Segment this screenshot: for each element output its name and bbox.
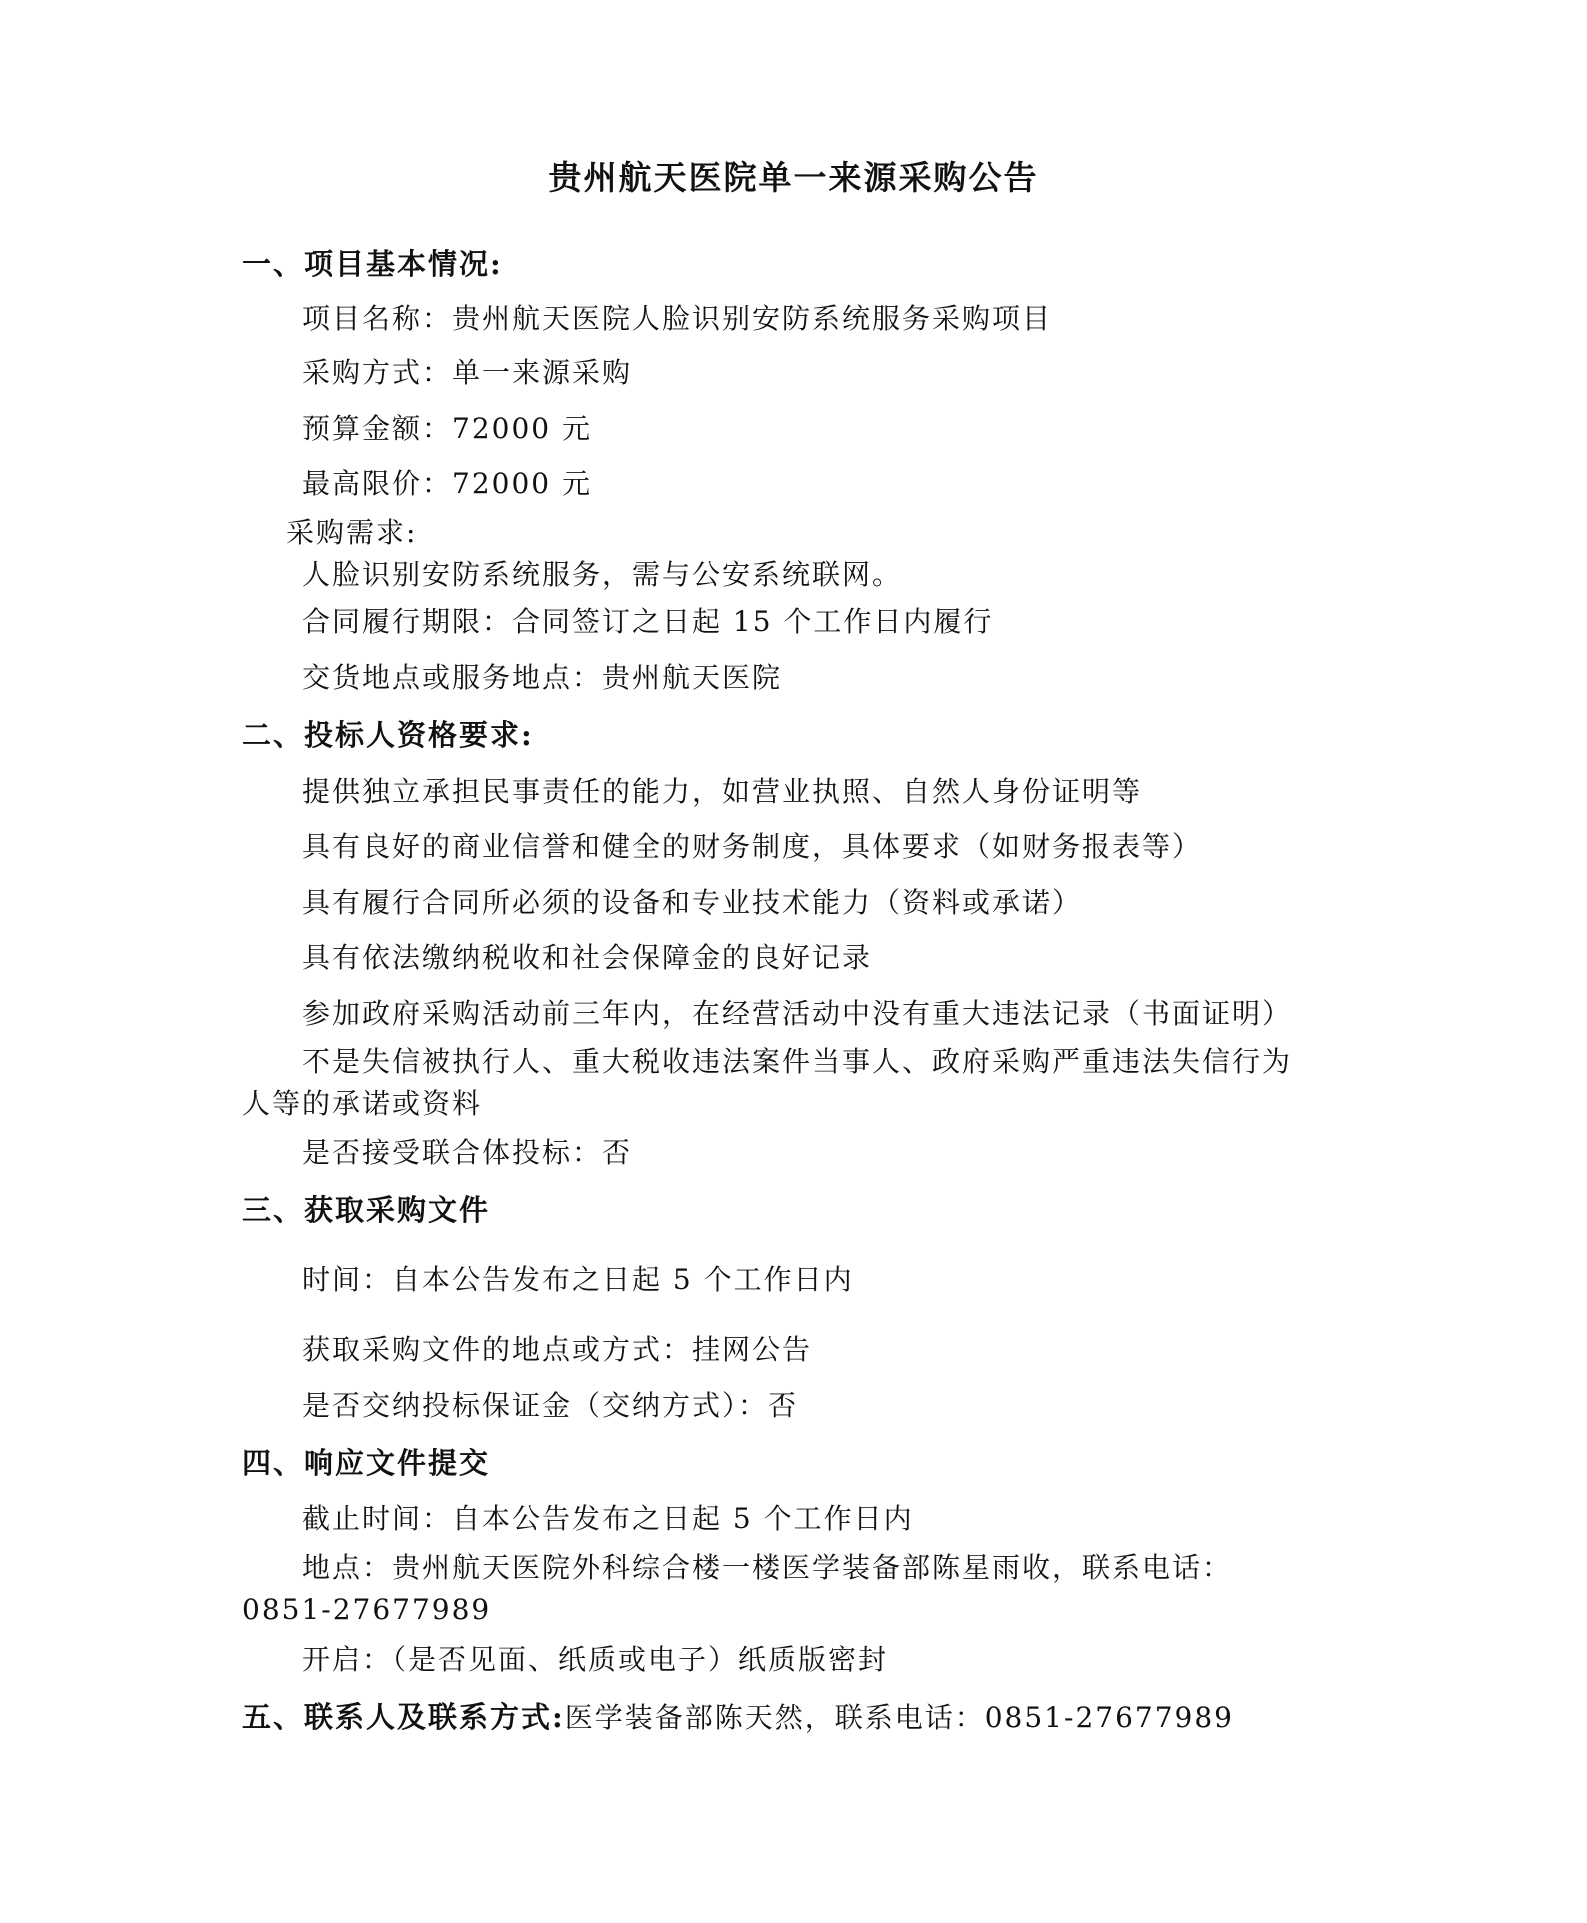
submission-phone: 0851-27677989 <box>242 1593 492 1626</box>
requirements-label: 采购需求: <box>286 516 418 549</box>
consortium-bid: 是否接受联合体投标：否 <box>302 1136 633 1169</box>
document-title: 贵州航天医院单一来源采购公告 <box>548 158 1039 197</box>
bid-deposit: 是否交纳投标保证金（交纳方式）：否 <box>302 1389 799 1422</box>
submission-deadline: 截止时间：自本公告发布之日起 5 个工作日内 <box>302 1502 914 1535</box>
delivery-location: 交货地点或服务地点：贵州航天医院 <box>302 661 783 694</box>
contract-period: 合同履行期限：合同签订之日起 15 个工作日内履行 <box>302 605 994 638</box>
budget-amount: 预算金额：72000 元 <box>302 412 592 445</box>
opening-method: 开启：（是否见面、纸质或电子）纸质版密封 <box>302 1643 889 1676</box>
qualification-item: 不是失信被执行人、重大税收违法案件当事人、政府采购严重违法失信行为 <box>302 1045 1293 1078</box>
qualification-item: 提供独立承担民事责任的能力，如营业执照、自然人身份证明等 <box>302 775 1143 808</box>
qualification-item: 具有履行合同所必须的设备和专业技术能力（资料或承诺） <box>302 886 1083 919</box>
section-5-line <box>242 1697 1234 1738</box>
document-time: 时间：自本公告发布之日起 5 个工作日内 <box>302 1263 854 1296</box>
max-price: 最高限价：72000 元 <box>302 467 592 500</box>
qualification-item-continued: 人等的承诺或资料 <box>242 1087 483 1120</box>
document-place: 获取采购文件的地点或方式：挂网公告 <box>302 1333 813 1366</box>
qualification-item: 参加政府采购活动前三年内，在经营活动中没有重大违法记录（书面证明） <box>302 997 1293 1030</box>
qualification-item: 具有依法缴纳税收和社会保障金的良好记录 <box>302 941 873 974</box>
procurement-method: 采购方式：单一来源采购 <box>302 356 633 389</box>
section-4-heading: 四、响应文件提交 <box>242 1446 491 1480</box>
project-name: 项目名称：贵州航天医院人脸识别安防系统服务采购项目 <box>302 302 1053 335</box>
section-2-heading: 二、投标人资格要求: <box>242 718 534 752</box>
section-1-heading: 一、项目基本情况: <box>242 247 503 281</box>
section-5-heading: 五、联系人及联系方式: <box>242 1700 565 1734</box>
section-3-heading: 三、获取采购文件 <box>242 1193 491 1227</box>
qualification-item: 具有良好的商业信誉和健全的财务制度，具体要求（如财务报表等） <box>302 830 1203 863</box>
requirements-text: 人脸识别安防系统服务，需与公安系统联网。 <box>302 558 903 591</box>
submission-place: 地点：贵州航天医院外科综合楼一楼医学装备部陈星雨收，联系电话： <box>302 1551 1233 1584</box>
contact-info: 医学装备部陈天然，联系电话：0851-27677989 <box>564 1701 1234 1734</box>
